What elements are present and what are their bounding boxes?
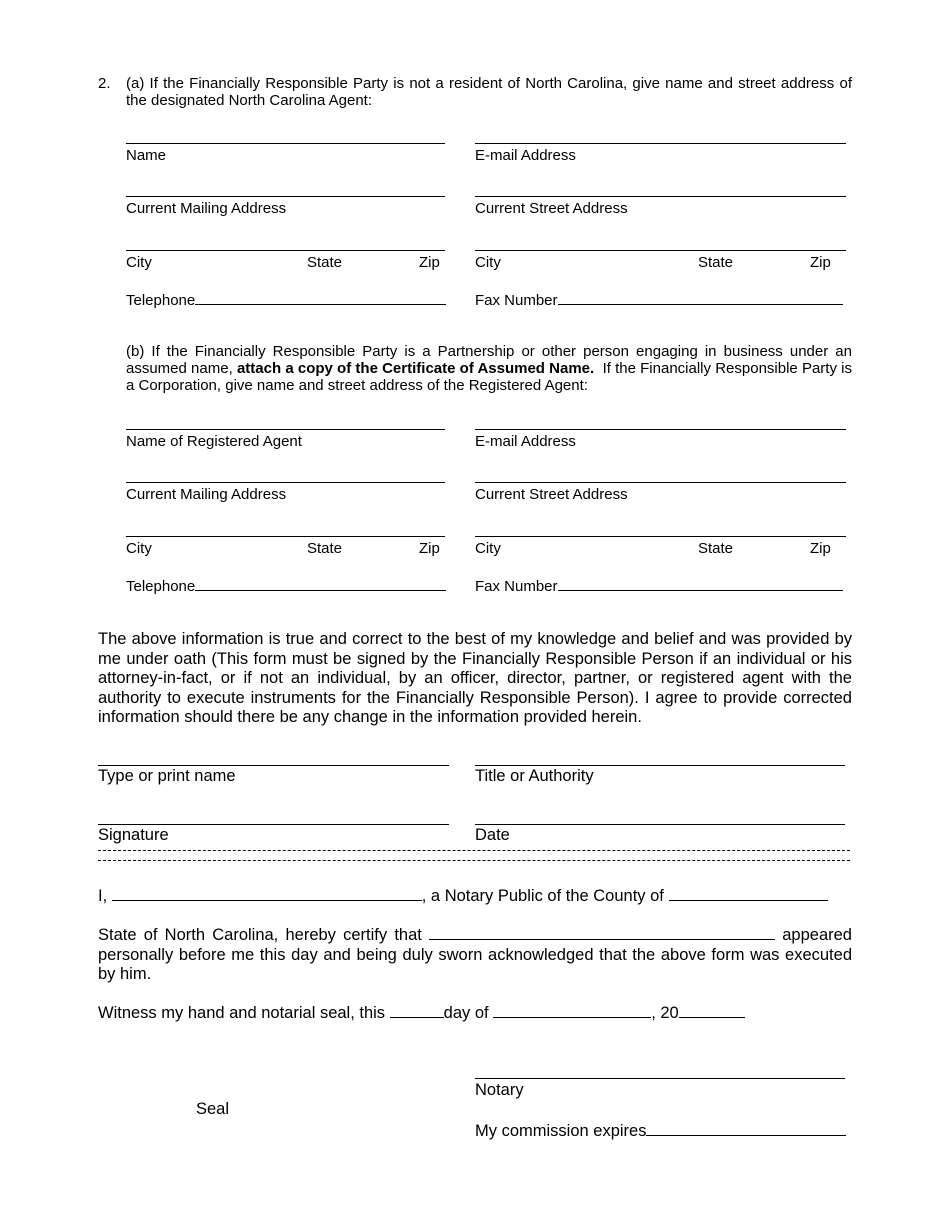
city-state-zip-field-line[interactable] <box>126 536 445 537</box>
mailing-address-label: Current Mailing Address <box>126 200 287 217</box>
notary-i-label: I, <box>98 887 108 905</box>
commission-line <box>475 1120 846 1141</box>
zip-label: Zip <box>810 254 831 271</box>
title-field-line[interactable] <box>475 765 845 766</box>
notary-label: Notary <box>475 1081 524 1099</box>
section-b-intro-bold: attach a copy of the Certificate of Assumed Name. <box>236 360 595 377</box>
state-label: State <box>698 254 734 271</box>
title-label: Title or Authority <box>475 767 594 785</box>
telephone-label: Telephone <box>126 292 196 309</box>
mailing-address-field-line[interactable] <box>126 196 445 197</box>
date-label: Date <box>475 826 510 844</box>
agent-name-field-line[interactable] <box>126 429 445 430</box>
appeared-label: appeared <box>782 926 852 944</box>
city-state-zip-field-line[interactable] <box>126 250 445 251</box>
section-b-intro <box>126 343 852 394</box>
certify-label: State of North Carolina, hereby certify that <box>98 926 422 944</box>
name-label: Name <box>126 147 167 164</box>
fax-row <box>475 289 847 309</box>
section-a-intro: (a) If the Financially Responsible Party is not a resident of North Carolina, give name and street address of the designated North Carolina Agent: <box>126 75 852 109</box>
agent-name-label: Name of Registered Agent <box>126 433 302 450</box>
witness-label: Witness my hand and notarial seal, this <box>98 1004 386 1022</box>
section-divider <box>98 850 850 851</box>
month-field[interactable] <box>493 1002 651 1018</box>
date-field-line[interactable] <box>475 824 845 825</box>
notary-certify-paragraph <box>98 924 852 985</box>
certified-person-field[interactable] <box>429 924 775 940</box>
city-state-zip-field-line[interactable] <box>475 536 846 537</box>
fax-label: Fax Number <box>475 578 558 595</box>
county-field[interactable] <box>669 885 828 901</box>
section-divider <box>98 860 850 861</box>
zip-label: Zip <box>419 540 440 557</box>
print-name-label: Type or print name <box>98 767 236 785</box>
name-field-line[interactable] <box>126 143 445 144</box>
city-label: City <box>475 254 501 271</box>
telephone-row <box>126 289 450 309</box>
signature-label: Signature <box>98 826 169 844</box>
city-state-zip-field-line[interactable] <box>475 250 846 251</box>
zip-label: Zip <box>419 254 440 271</box>
street-address-label: Current Street Address <box>475 200 628 217</box>
notary-name-field[interactable] <box>112 885 422 901</box>
telephone-label: Telephone <box>126 578 196 595</box>
fax-field[interactable] <box>558 575 843 591</box>
day-field[interactable] <box>390 1002 444 1018</box>
attestation-paragraph: The above information is true and correct to the best of my knowledge and belief and was provided by me under oath (This form must be signed by the Financially Responsible Person if an individual or his attorney-in-fact, or if not an individual, by an officer, director, partner, or registered agent with the authority to execute instruments for the Financially Responsible Person). I agree to provide corrected information should there be any change in the information provided herein. <box>98 630 852 727</box>
fax-row <box>475 575 847 595</box>
commission-expiry-field[interactable] <box>646 1120 846 1136</box>
year-prefix-label: , 20 <box>651 1004 679 1022</box>
certify-rest: personally before me this day and being duly sworn acknowledged that the above form was executed by him. <box>98 945 852 984</box>
state-label: State <box>307 540 343 557</box>
email-label: E-mail Address <box>475 147 576 164</box>
telephone-field[interactable] <box>195 575 446 591</box>
witness-line <box>98 1002 745 1023</box>
street-address-label: Current Street Address <box>475 486 628 503</box>
street-address-field-line[interactable] <box>475 196 846 197</box>
seal-label: Seal <box>196 1100 230 1118</box>
city-label: City <box>475 540 501 557</box>
notary-signature-field-line[interactable] <box>475 1078 845 1079</box>
zip-label: Zip <box>810 540 831 557</box>
print-name-field-line[interactable] <box>98 765 449 766</box>
mailing-address-label: Current Mailing Address <box>126 486 287 503</box>
fax-field[interactable] <box>558 289 843 305</box>
email-field-line[interactable] <box>475 429 846 430</box>
section-b-intro-pre: (b) If the Financially Responsible Party is a Partnership or other person engaging in business under an assumed name, <box>126 343 852 377</box>
signature-field-line[interactable] <box>98 824 449 825</box>
mailing-address-field-line[interactable] <box>126 482 445 483</box>
email-label: E-mail Address <box>475 433 576 450</box>
telephone-field[interactable] <box>195 289 446 305</box>
notary-line-1 <box>98 885 852 906</box>
year-field[interactable] <box>679 1002 745 1018</box>
commission-label: My commission expires <box>475 1122 647 1140</box>
telephone-row <box>126 575 450 595</box>
city-label: City <box>126 254 152 271</box>
section-number: 2. <box>98 75 111 92</box>
state-label: State <box>307 254 343 271</box>
section-b-intro-post: If the Financially Responsible Party is a Corporation, give name and street address of the Registered Agent: <box>126 360 852 394</box>
fax-label: Fax Number <box>475 292 558 309</box>
notary-county-label: , a Notary Public of the County of <box>421 887 664 905</box>
street-address-field-line[interactable] <box>475 482 846 483</box>
day-of-label: day of <box>443 1004 489 1022</box>
city-label: City <box>126 540 152 557</box>
state-label: State <box>698 540 734 557</box>
email-field-line[interactable] <box>475 143 846 144</box>
